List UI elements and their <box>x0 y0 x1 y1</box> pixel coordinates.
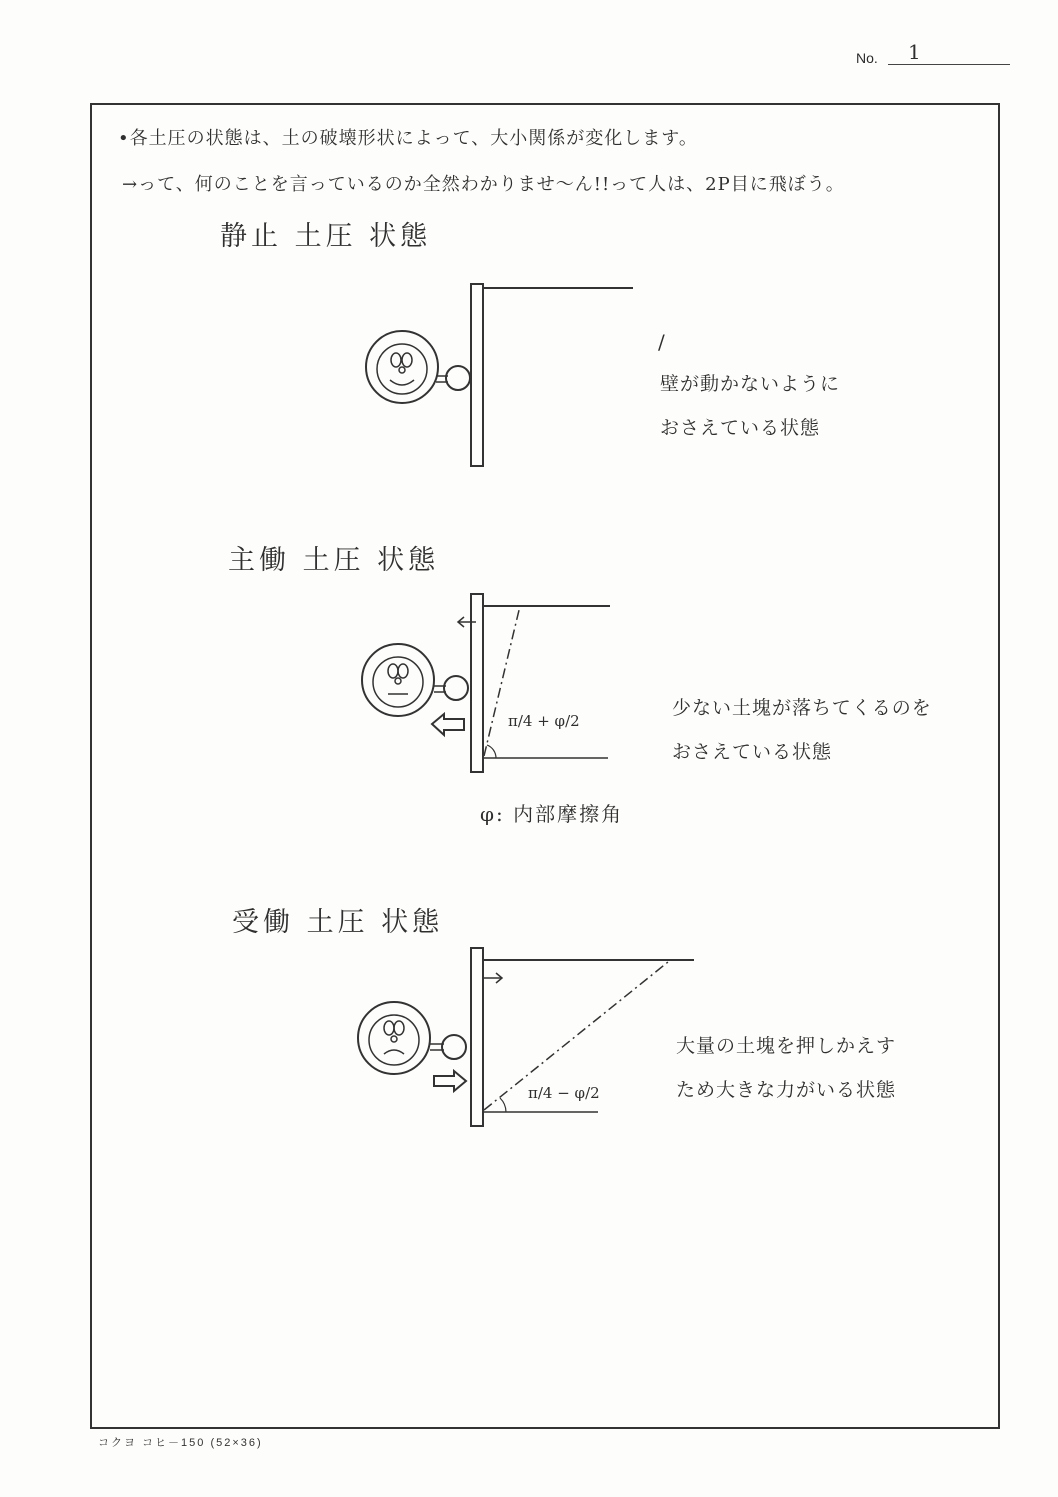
desc-at-rest-line-1: 壁が動かないように <box>660 373 841 395</box>
desc-passive <box>676 1024 896 1112</box>
failure-plane <box>484 606 520 756</box>
intro-line-2: →って、何のことを言っているのか全然わかりませ～ん!!って人は、2P目に飛ぼう。 <box>122 174 845 195</box>
retaining-wall <box>471 594 483 772</box>
intro-line-1: •各土圧の状態は、土の破壊形状によって、大小関係が変化します。 <box>118 128 698 149</box>
page-number-label: No. <box>856 50 878 66</box>
retaining-wall <box>471 948 483 1126</box>
hand-ball <box>444 676 468 700</box>
desc-active-line-1: 少ない土塊が落ちてくるのを <box>672 697 932 719</box>
angle-label-active: π/4 + φ/2 <box>508 712 580 730</box>
character-face-icon <box>366 331 438 403</box>
hand-ball <box>446 366 470 390</box>
retaining-wall <box>471 284 483 466</box>
desc-at-rest-line-2: おさえている状態 <box>660 417 821 439</box>
diagram-at-rest <box>350 280 650 480</box>
diagram-passive <box>350 944 710 1134</box>
page-number-value: 1 <box>908 40 921 64</box>
desc-at-rest <box>660 362 840 450</box>
hand-ball <box>442 1035 466 1059</box>
desc-active-line-2: おさえている状態 <box>672 741 833 763</box>
push-arrow-left-icon <box>432 714 464 735</box>
desc-active <box>672 686 932 774</box>
character-face-icon <box>362 644 434 716</box>
diagram-active <box>350 590 650 780</box>
paper-brand-footer: コクヨ コヒ－150 (52×36) <box>98 1437 263 1449</box>
phi-note: φ: 内部摩擦角 <box>480 802 624 826</box>
arrow-right-icon <box>484 973 502 983</box>
angle-label-passive: π/4 − φ/2 <box>528 1084 600 1102</box>
desc-passive-line-2: ため大きな力がいる状態 <box>676 1079 897 1101</box>
pen-tick-mark: / <box>658 330 665 354</box>
angle-arc <box>500 1098 506 1112</box>
page-number-underline <box>888 64 1010 65</box>
character-face-icon <box>358 1002 430 1074</box>
desc-passive-line-1: 大量の土塊を押しかえす <box>676 1035 897 1057</box>
section-title-at-rest: 静止 土圧 状態 <box>220 221 432 252</box>
section-title-passive: 受働 土圧 状態 <box>232 907 444 938</box>
push-arrow-right-icon <box>434 1071 466 1091</box>
section-title-active: 主働 土圧 状態 <box>228 545 440 576</box>
angle-arc <box>487 745 496 758</box>
arrow-left-icon <box>458 617 476 627</box>
